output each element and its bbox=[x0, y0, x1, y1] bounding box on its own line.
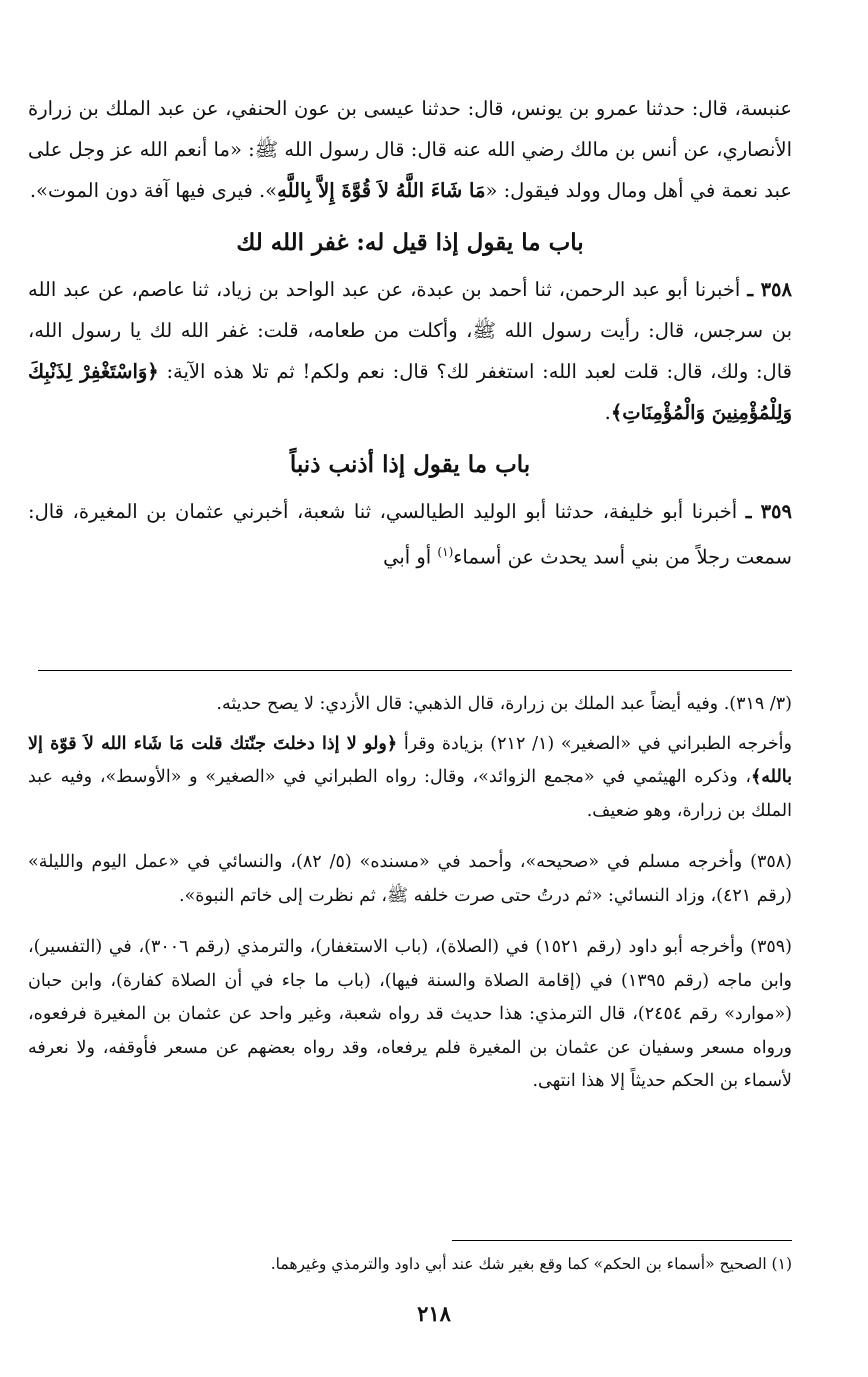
notes-section bbox=[28, 688, 792, 1117]
hadith-number: ٣٥٩ ـ bbox=[745, 500, 792, 523]
section-heading: باب ما يقول إذا قيل له: غفر الله لك bbox=[236, 229, 584, 256]
text: عنبسة، قال: حدثنا عمرو بن يونس، قال: حدثنا عيسى بن عون الحنفي، عن عبد الملك بن زرارة الأنصاري، عن أنس بن مالك رضي الله عنه قال: قال رسول الله ﷺ: «ما أنعم الله عز وجل على عبد نعمة في أهل ومال وولد فيقول: « bbox=[28, 97, 792, 202]
footnote-reference: (١) bbox=[437, 545, 454, 559]
text: أخبرنا أبو عبد الرحمن، ثنا أحمد بن عبدة، عن عبد الواحد بن زياد، ثنا عاصم، عن عبد الله بن سرجس، قال: رأيت رسول الله ﷺ، وأكلت من طعامه، قلت: غفر الله لك يا رسول الله، قال: ولك، قال: قلت لعبد الله: استغفر لك؟ قال: نعم ولكم! ثم تلا هذه الآية: bbox=[28, 278, 792, 383]
note: (٣/ ٣١٩). وفيه أيضاً عبد الملك بن زرارة، قال الذهبي: قال الأزدي: لا يصح حديثه. bbox=[216, 694, 792, 714]
text: أو أبي bbox=[383, 545, 438, 569]
text: . bbox=[604, 401, 611, 424]
quran-verse: ﴿وَاسْتَغْفِرْ لِذَنْبِكَ وَلِلْمُؤْمِنِينَ وَالْمُؤْمِنَاتِ﴾ bbox=[28, 360, 792, 424]
note bbox=[28, 728, 792, 829]
footnote-divider bbox=[452, 1240, 792, 1241]
paragraph-358 bbox=[28, 269, 792, 433]
main-text bbox=[28, 88, 792, 578]
paragraph-359 bbox=[28, 491, 792, 578]
note: (٣٥٨) وأخرجه مسلم في «صحيحه»، وأحمد في «مسنده» (٥/ ٨٢)، والنسائي في «عمل اليوم والليلة» (رقم ٤٢١)، وزاد النسائي: «ثم درتُ حتى صرت خلفه ﷺ، ثم نظرت إلى خاتم النبوة». bbox=[28, 852, 792, 906]
section-heading: باب ما يقول إذا أذنب ذنباً bbox=[289, 451, 531, 478]
text: ». فيرى فيها آفة دون الموت». bbox=[29, 179, 278, 202]
quote-text: مَا شَاءَ اللَّهُ لاَ قُوَّةَ إِلاَّ بِاللَّهِ bbox=[277, 179, 486, 202]
footnote: (١) الصحيح «أسماء بن الحكم» كما وقع بغير شك عند أبي داود والترمذي وغيرهما. bbox=[270, 1255, 792, 1273]
note: (٣٥٩) وأخرجه أبو داود (رقم ١٥٢١) في (الصلاة)، (باب الاستغفار)، والترمذي (رقم ٣٠٠٦)، في (التفسير)، وابن ماجه (رقم ١٣٩٥) في (إقامة الصلاة والسنة فيها)، (باب ما جاء في أن الصلاة كفارة)، وابن حبان («موارد» رقم ٢٤٥٤)، قال الترمذي: هذا حديث قد رواه شعبة، وغير واحد عن عثمان بن المغيرة فرفعوه، ورواه مسعر وسفيان عن عثمان بن المغيرة فلم يرفعاه، وقد رواه بعضهم عن مسعر فأوقفه، ولا نعرفه لأسماء بن الحكم حديثاً إلا هذا انتهى. bbox=[28, 937, 793, 1091]
quran-verse: ﴿ولو لا إذا دخلتَ جنّتك قلت مَا شَاء الله لاَ قوّة إلا بالله﴾ bbox=[28, 733, 792, 787]
text: وأخرجه الطبراني في «الصغير» (١/ ٢١٢) بزيادة وقرأ bbox=[397, 733, 792, 754]
paragraph-357-continuation bbox=[28, 88, 792, 211]
notes-divider bbox=[38, 670, 792, 671]
hadith-number: ٣٥٨ ـ bbox=[747, 278, 792, 301]
text: أخبرنا أبو خليفة، حدثنا أبو الوليد الطيالسي، ثنا شعبة، أخبرني عثمان بن المغيرة، قال: سمعت رجلاً من بني أسد يحدث عن أسماء bbox=[28, 500, 792, 569]
text: ، وذكره الهيثمي في «مجمع الزوائد»، وقال: رواه الطبراني في «الصغير» و «الأوسط»، وفيه عبد الملك بن زرارة، وهو ضعيف. bbox=[28, 767, 792, 821]
page-number: ٢١٨ bbox=[417, 1301, 451, 1326]
